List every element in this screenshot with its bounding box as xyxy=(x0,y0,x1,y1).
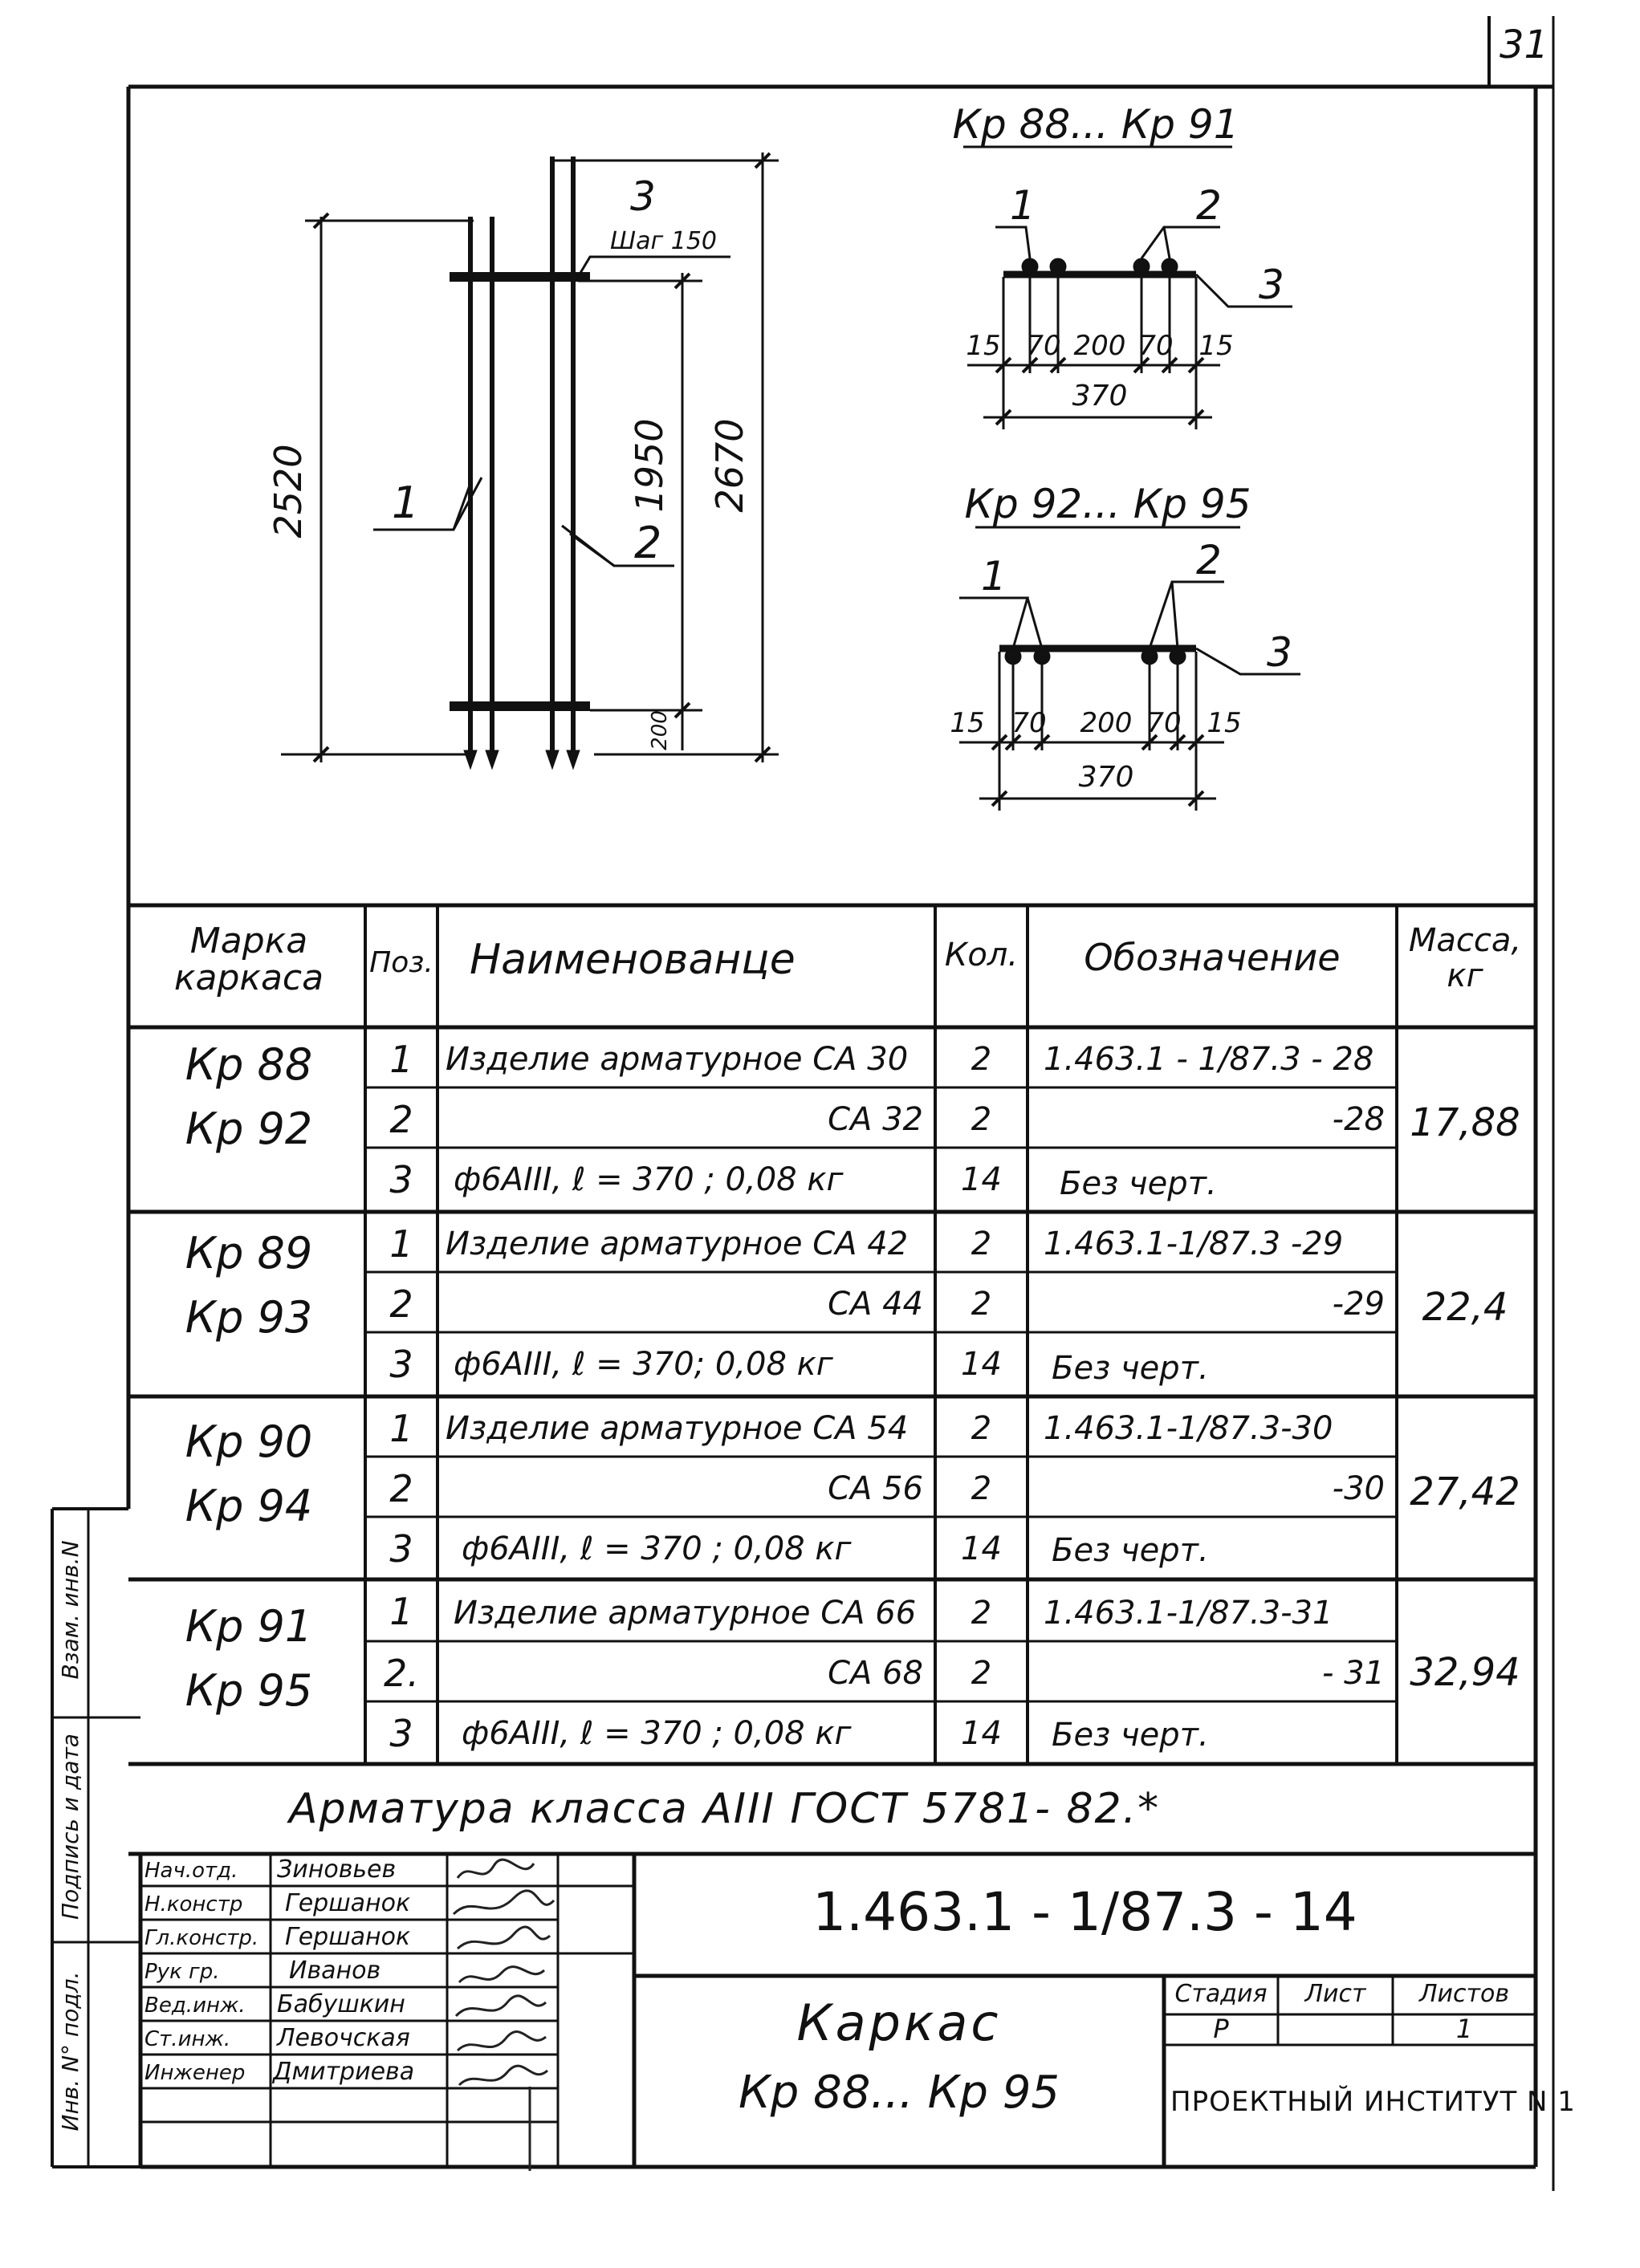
table-row: 1.463.1-1/87.3 -29 xyxy=(1044,1225,1344,1262)
group-1-mark-a: Кр 88 xyxy=(185,1039,313,1090)
table-row: -28 xyxy=(1332,1101,1385,1138)
group-1-mass: 17,88 xyxy=(1410,1100,1520,1145)
reinforcement-note: Арматура класса АIII ГОСТ 5781- 82.* xyxy=(289,1785,1161,1833)
table-row: 1.463.1-1/87.3-30 xyxy=(1044,1410,1333,1447)
table-row: -30 xyxy=(1332,1470,1385,1507)
signer-role: Н.констр xyxy=(144,1892,243,1916)
table-row: 14 xyxy=(961,1530,1002,1567)
table-row: 2 xyxy=(389,1282,413,1326)
signer-role: Нач.отд. xyxy=(144,1859,238,1883)
header-mark: Марка каркаса xyxy=(173,921,324,999)
table-row: ф6АIII, ℓ = 370; 0,08 кг xyxy=(454,1346,833,1383)
table-row: 2 xyxy=(971,1655,992,1692)
stage-label: Стадия xyxy=(1174,1980,1268,2008)
table-row: 1 xyxy=(389,1038,413,1081)
section-a-total: 370 xyxy=(1072,380,1128,413)
table-row: ф6АIII, ℓ = 370 ; 0,08 кг xyxy=(462,1530,852,1567)
header-mass: Масса, кг xyxy=(1408,922,1522,994)
signer-role: Рук гр. xyxy=(144,1960,220,1984)
table-row: 14 xyxy=(961,1346,1002,1383)
section-b-callout-3: 3 xyxy=(1267,629,1292,676)
table-row: 2 xyxy=(971,1410,992,1447)
table-row: 1 xyxy=(389,1590,413,1633)
section-b-callout-2: 2 xyxy=(1196,537,1222,583)
group-3-mass: 27,42 xyxy=(1410,1469,1520,1514)
table-row: Изделие арматурное СА 42 xyxy=(446,1225,909,1262)
callout-pos-1: 1 xyxy=(392,478,420,528)
table-row: 3 xyxy=(389,1712,413,1755)
signer-role: Ст.инж. xyxy=(144,2027,231,2051)
table-row: Изделие арматурное СА 66 xyxy=(454,1595,917,1632)
signer-name: Зиновьев xyxy=(277,1855,397,1884)
table-row: ф6АIII, ℓ = 370 ; 0,08 кг xyxy=(462,1715,852,1752)
table-row: 14 xyxy=(961,1161,1002,1198)
table-row: -29 xyxy=(1332,1286,1385,1323)
signer-name: Левочская xyxy=(277,2024,410,2052)
stage-value: Р xyxy=(1213,2014,1229,2044)
section-a-dim-3: 70 xyxy=(1138,330,1174,362)
sheets-label: Листов xyxy=(1418,1980,1510,2008)
table-row: 2 xyxy=(971,1225,992,1262)
table-row: 2 xyxy=(389,1098,413,1141)
organization-name: ПРОЕКТНЫЙ ИНСТИТУТ N 1 xyxy=(1170,2086,1576,2118)
table-row: 2 xyxy=(971,1470,992,1507)
table-row: 3 xyxy=(389,1158,413,1201)
sheet-number: 31 xyxy=(1500,22,1549,67)
table-row: 2 xyxy=(971,1101,992,1138)
group-4-mark-b: Кр 95 xyxy=(185,1665,313,1716)
group-3-mark-b: Кр 94 xyxy=(185,1481,313,1531)
section-b-title: Кр 92... Кр 95 xyxy=(964,481,1251,527)
section-b-dim-1: 70 xyxy=(1011,707,1047,739)
table-row: 2 xyxy=(389,1467,413,1510)
table-row: Без черт. xyxy=(1052,1532,1209,1569)
group-4-mass: 32,94 xyxy=(1410,1650,1520,1695)
section-a-callout-1: 1 xyxy=(1010,182,1036,229)
side-stamp-orig-inv: Инв. N° подл. xyxy=(57,1971,83,2132)
table-row: Без черт. xyxy=(1052,1350,1209,1387)
signer-name: Дмитриева xyxy=(273,2058,415,2086)
table-row: 3 xyxy=(389,1527,413,1571)
side-stamp-replaced-inv: Взам. инв.N xyxy=(57,1540,83,1680)
section-a-callout-3: 3 xyxy=(1259,262,1284,308)
table-row: 2. xyxy=(384,1652,419,1695)
group-2-mark-a: Кр 89 xyxy=(185,1228,313,1278)
header-pos: Поз. xyxy=(369,946,433,979)
dim-1950: 1950 xyxy=(628,418,671,513)
group-3-mark-a: Кр 90 xyxy=(185,1416,313,1467)
group-4-mark-a: Кр 91 xyxy=(185,1601,313,1652)
callout-pos-3: 3 xyxy=(630,173,656,220)
header-qty: Кол. xyxy=(944,937,1019,973)
section-b-dim-0: 15 xyxy=(950,707,985,739)
group-2-mass: 22,4 xyxy=(1422,1285,1508,1330)
table-row: СА 32 xyxy=(828,1101,923,1138)
table-row: - 31 xyxy=(1321,1655,1385,1692)
header-name: Наименованце xyxy=(470,936,796,984)
stirrup-step-label: Шаг 150 xyxy=(610,227,718,255)
signature-scribbles xyxy=(454,1860,554,2171)
section-a-dim-2: 200 xyxy=(1073,330,1126,362)
signer-name: Бабушкин xyxy=(277,1990,405,2018)
signer-role: Вед.инж. xyxy=(144,1994,246,2018)
table-row: 2 xyxy=(971,1595,992,1632)
sheets-value: 1 xyxy=(1455,2014,1473,2044)
table-row: 1.463.1-1/87.3-31 xyxy=(1044,1595,1333,1632)
table-row: 14 xyxy=(961,1715,1002,1752)
group-1-mark-b: Кр 92 xyxy=(185,1104,313,1154)
document-title-line1: Каркас xyxy=(796,1994,1002,2052)
signer-name: Иванов xyxy=(289,1957,381,1985)
section-b-dim-3: 70 xyxy=(1146,707,1182,739)
header-designation: Обозначение xyxy=(1084,936,1341,979)
table-row: ф6АIII, ℓ = 370 ; 0,08 кг xyxy=(454,1161,844,1198)
table-row: СА 68 xyxy=(828,1655,923,1692)
section-a-title: Кр 88... Кр 91 xyxy=(952,101,1239,148)
table-row: Изделие арматурное СА 54 xyxy=(446,1410,909,1447)
table-row: Изделие арматурное СА 30 xyxy=(446,1041,909,1078)
section-b-dim-4: 15 xyxy=(1207,707,1242,739)
document-title-line2: Кр 88... Кр 95 xyxy=(739,2067,1060,2119)
table-row: 1 xyxy=(389,1407,413,1450)
signer-name: Гершанок xyxy=(285,1923,411,1951)
table-row: СА 56 xyxy=(828,1470,923,1507)
group-2-mark-b: Кр 93 xyxy=(185,1292,313,1343)
dim-200: 200 xyxy=(648,710,672,750)
table-row: 2 xyxy=(971,1041,992,1078)
table-row: 1 xyxy=(389,1222,413,1266)
table-row: 3 xyxy=(389,1343,413,1386)
callout-pos-2: 2 xyxy=(634,518,662,568)
dim-2670: 2670 xyxy=(708,418,751,513)
section-b-callout-1: 1 xyxy=(981,553,1007,600)
table-row: Без черт. xyxy=(1052,1717,1209,1754)
section-a-dim-1: 70 xyxy=(1026,330,1061,362)
side-stamp-sign-date: Подпись и дата xyxy=(57,1734,83,1920)
signer-name: Гершанок xyxy=(285,1889,411,1917)
table-row: 2 xyxy=(971,1286,992,1323)
document-code: 1.463.1 - 1/87.3 - 14 xyxy=(812,1881,1357,1943)
section-b-dim-2: 200 xyxy=(1080,707,1133,739)
signer-role: Инженер xyxy=(144,2061,246,2085)
section-a-dim-0: 15 xyxy=(966,330,1001,362)
table-row: СА 44 xyxy=(828,1286,923,1323)
section-a-dim-4: 15 xyxy=(1198,330,1234,362)
table-row: 1.463.1 - 1/87.3 - 28 xyxy=(1044,1041,1374,1078)
signer-role: Гл.констр. xyxy=(144,1926,259,1950)
sheet-label: Лист xyxy=(1304,1980,1366,2008)
section-a-callout-2: 2 xyxy=(1196,182,1222,229)
dim-2520: 2520 xyxy=(267,444,310,539)
table-row: Без черт. xyxy=(1060,1165,1217,1202)
section-b-total: 370 xyxy=(1078,761,1134,794)
